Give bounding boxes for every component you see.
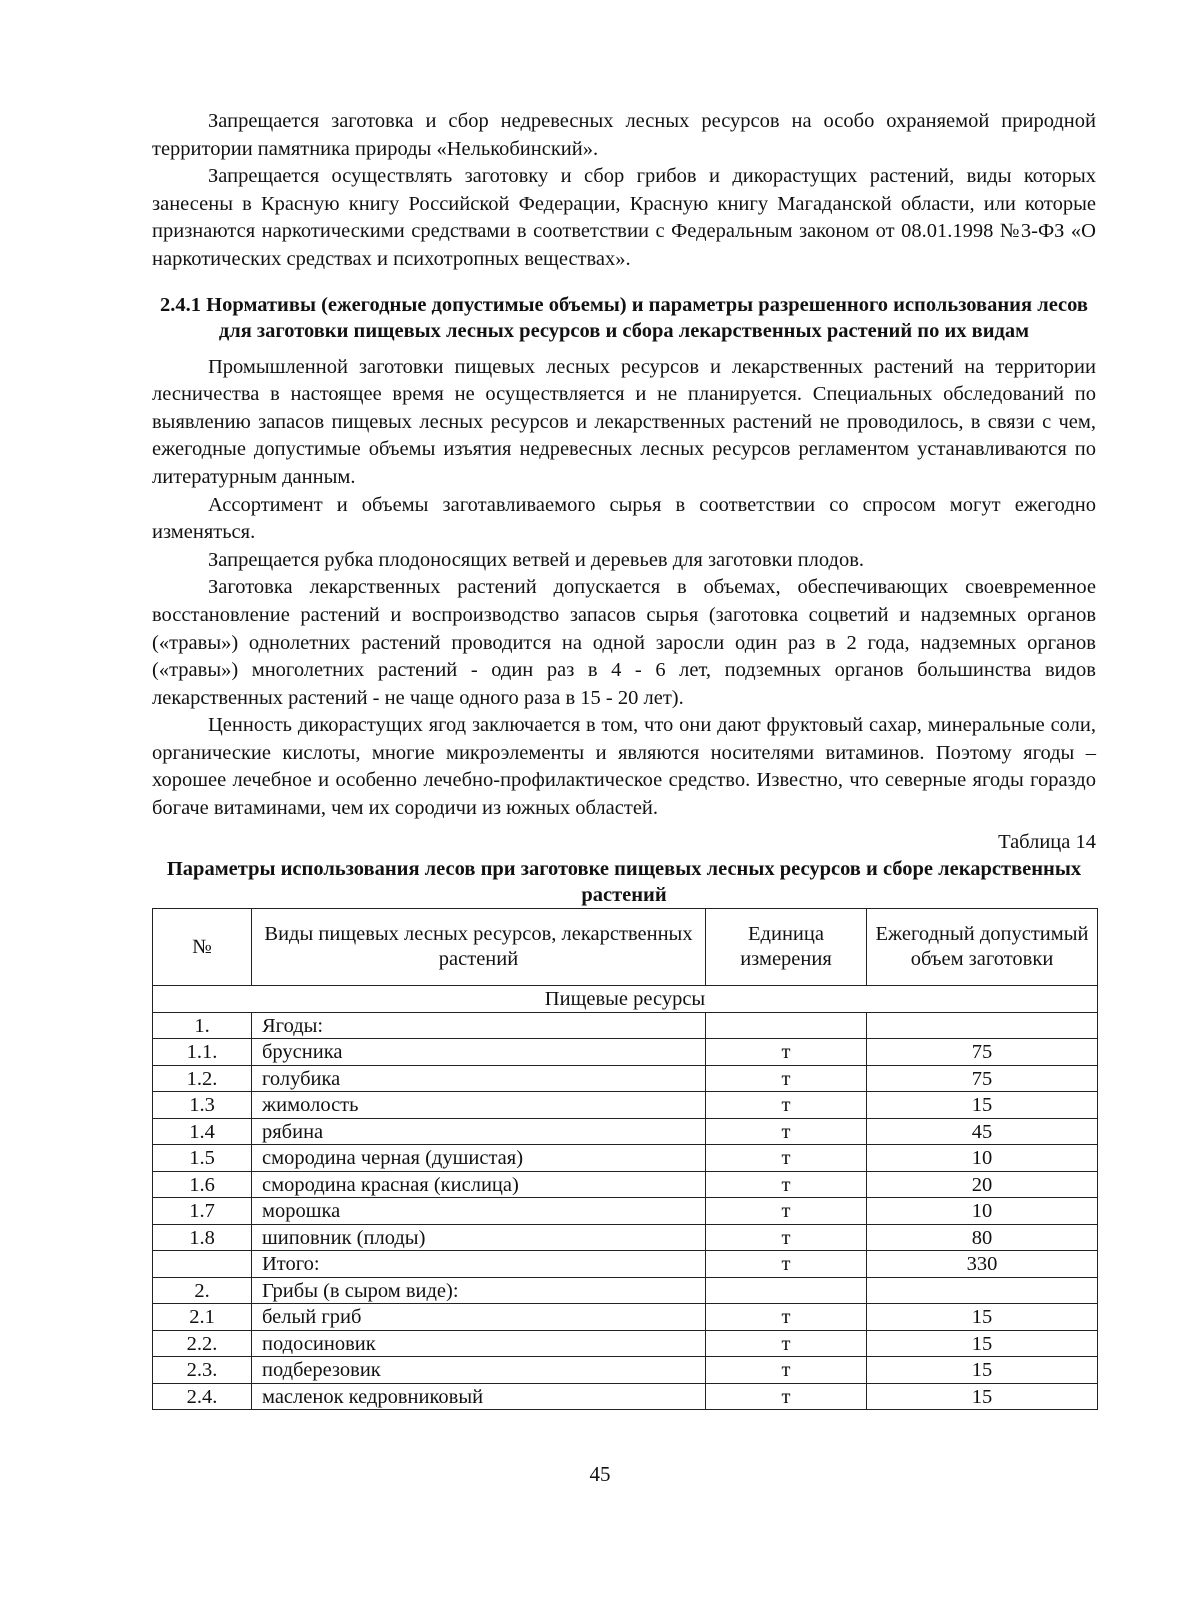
row-num: 1.1.	[153, 1039, 252, 1066]
row-unit: т	[706, 1092, 867, 1119]
row-unit: т	[706, 1251, 867, 1278]
header-num: №	[153, 909, 252, 986]
row-unit: т	[706, 1171, 867, 1198]
row-unit: т	[706, 1039, 867, 1066]
row-volume: 15	[867, 1092, 1098, 1119]
row-num: 2.2.	[153, 1330, 252, 1357]
row-num: 1.4	[153, 1118, 252, 1145]
row-num: 1.7	[153, 1198, 252, 1225]
row-num: 1.6	[153, 1171, 252, 1198]
paragraph-industrial-harvest: Промышленной заготовки пищевых лесных ресурсов и лекарственных растений на территории лесничества в настоящее время не осуществляется и не планируется. Специальных обследований по выявлению запасов пищевых лесных ресурсов и лекарственных растений не проводилось, в связи с чем, ежегодные допустимые объемы изъятия недревесных лесных ресурсов регламентом устанавливаются по литературным данным.	[152, 355, 1096, 488]
section-heading: 2.4.1 Нормативы (ежегодные допустимые объемы) и параметры разрешенного использования лесов для заготовки пищевых лесных ресурсов и сбора лекарственных растений по их видам	[160, 293, 1088, 342]
paragraph-branch-cutting: Запрещается рубка плодоносящих ветвей и деревьев для заготовки плодов.	[208, 548, 865, 571]
row-volume: 15	[867, 1383, 1098, 1410]
row-volume: 15	[867, 1330, 1098, 1357]
row-volume	[867, 1277, 1098, 1304]
row-num: 2.4.	[153, 1383, 252, 1410]
table-title: Параметры использования лесов при заготовке пищевых лесных ресурсов и сборе лекарственных растений	[166, 858, 1082, 907]
table-label: Таблица 14	[998, 830, 1096, 853]
row-unit: т	[706, 1304, 867, 1331]
row-unit: т	[706, 1118, 867, 1145]
table-row	[153, 1118, 1098, 1145]
row-name: масленок кедровниковый	[252, 1383, 706, 1410]
row-volume: 10	[867, 1145, 1098, 1172]
row-name: шиповник (плоды)	[252, 1224, 706, 1251]
row-unit: т	[706, 1383, 867, 1410]
table-row	[153, 1251, 1098, 1278]
table-row	[153, 1145, 1098, 1172]
row-num: 1.5	[153, 1145, 252, 1172]
row-num: 2.3.	[153, 1357, 252, 1384]
table-row	[153, 1171, 1098, 1198]
row-name: смородина черная (душистая)	[252, 1145, 706, 1172]
table-header-row	[153, 909, 1098, 986]
row-num: 1.2.	[153, 1065, 252, 1092]
table-row	[153, 1065, 1098, 1092]
row-name: белый гриб	[252, 1304, 706, 1331]
row-name: голубика	[252, 1065, 706, 1092]
row-num	[153, 1251, 252, 1278]
paragraph-red-book: Запрещается осуществлять заготовку и сбор грибов и дикорастущих растений, виды которых занесены в Красную книгу Российской Федерации, Красную книгу Магаданской области, или которые признаются наркотическими средствами в соответствии с Федеральным законом от 08.01.1998 №3-ФЗ «О наркотических средствах и психотропных веществах».	[152, 165, 1096, 270]
row-volume: 75	[867, 1039, 1098, 1066]
section-label: Пищевые ресурсы	[153, 986, 1098, 1013]
table-section-row	[153, 986, 1098, 1013]
row-name: брусника	[252, 1039, 706, 1066]
row-num: 2.	[153, 1277, 252, 1304]
table-row	[153, 1012, 1098, 1039]
table-row	[153, 1198, 1098, 1225]
row-volume: 75	[867, 1065, 1098, 1092]
row-volume: 330	[867, 1251, 1098, 1278]
row-volume: 15	[867, 1357, 1098, 1384]
table-row	[153, 1383, 1098, 1410]
table-row	[153, 1224, 1098, 1251]
row-name: морошка	[252, 1198, 706, 1225]
header-unit: Единица измерения	[706, 909, 867, 986]
row-volume	[867, 1012, 1098, 1039]
resources-table	[152, 908, 1098, 1410]
row-num: 2.1	[153, 1304, 252, 1331]
row-unit: т	[706, 1065, 867, 1092]
row-num: 1.8	[153, 1224, 252, 1251]
row-unit	[706, 1012, 867, 1039]
row-name: подосиновик	[252, 1330, 706, 1357]
row-unit	[706, 1277, 867, 1304]
paragraph-wild-berries: Ценность дикорастущих ягод заключается в том, что они дают фруктовый сахар, минеральные соли, органические кислоты, многие микроэлементы и являются носителями витаминов. Поэтому ягоды – хорошее лечебное и особенно лечебно-профилактическое средство. Известно, что северные ягоды гораздо богаче витаминами, чем их сородичи из южных областей.	[152, 714, 1096, 820]
table-row	[153, 1092, 1098, 1119]
row-volume: 80	[867, 1224, 1098, 1251]
row-unit: т	[706, 1224, 867, 1251]
table-row	[153, 1277, 1098, 1304]
row-unit: т	[706, 1145, 867, 1172]
row-num: 1.3	[153, 1092, 252, 1119]
row-unit: т	[706, 1198, 867, 1225]
paragraph-protected-area: Запрещается заготовка и сбор недревесных лесных ресурсов на особо охраняемой природной территории памятника природы «Нелькобинский».	[152, 110, 1096, 160]
table-row	[153, 1330, 1098, 1357]
header-volume: Ежегодный допустимый объем заготовки	[867, 909, 1098, 986]
row-name: рябина	[252, 1118, 706, 1145]
row-volume: 15	[867, 1304, 1098, 1331]
row-unit: т	[706, 1357, 867, 1384]
row-name: подберезовик	[252, 1357, 706, 1384]
row-volume: 20	[867, 1171, 1098, 1198]
table-row	[153, 1304, 1098, 1331]
row-num: 1.	[153, 1012, 252, 1039]
row-name: жимолость	[252, 1092, 706, 1119]
row-name: Итого:	[252, 1251, 706, 1278]
page-number: 45	[589, 1462, 611, 1486]
document-page	[152, 108, 1096, 1410]
paragraph-assortment: Ассортимент и объемы заготавливаемого сырья в соответствии со спросом могут ежегодно изменяться.	[152, 493, 1096, 544]
header-name: Виды пищевых лесных ресурсов, лекарственных растений	[252, 909, 706, 986]
row-unit: т	[706, 1330, 867, 1357]
row-name: смородина красная (кислица)	[252, 1171, 706, 1198]
row-volume: 45	[867, 1118, 1098, 1145]
row-name: Грибы (в сыром виде):	[252, 1277, 706, 1304]
row-volume: 10	[867, 1198, 1098, 1225]
table-row	[153, 1357, 1098, 1384]
row-name: Ягоды:	[252, 1012, 706, 1039]
table-row	[153, 1039, 1098, 1066]
paragraph-medicinal-plants: Заготовка лекарственных растений допускается в объемах, обеспечивающих своевременное восстановление растений и воспроизводство запасов сырья (заготовка соцветий и надземных органов («травы») однолетних растений проводится на одной заросли один раз в 2 года, надземных органов («травы») многолетних растений - один раз в 4 - 6 лет, подземных органов большинства видов лекарственных растений - не чаще одного раза в 15 - 20 лет).	[152, 576, 1096, 709]
